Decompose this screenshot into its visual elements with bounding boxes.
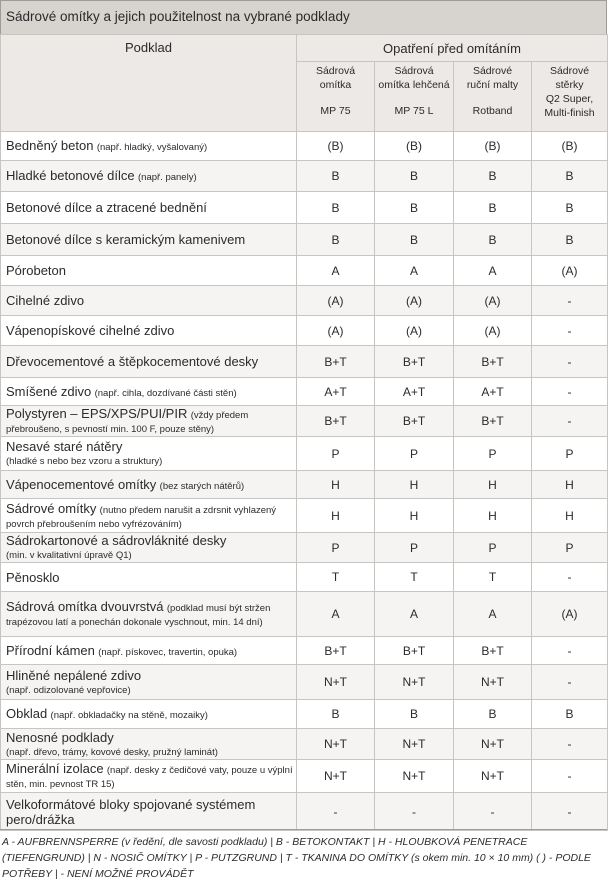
- measure-cell: B+T: [297, 346, 375, 378]
- substrate-cell: [1, 256, 297, 286]
- measure-cell: N+T: [297, 760, 375, 793]
- product-code: Multi-finish: [544, 107, 595, 119]
- table-row: [1, 437, 608, 471]
- product-header-text: omítka lehčená: [378, 79, 450, 91]
- substrate-cell: [1, 406, 297, 437]
- table-row: [1, 256, 608, 286]
- measure-cell: B: [532, 192, 608, 224]
- substrate-cell: [1, 592, 297, 637]
- measure-cell: B: [532, 224, 608, 256]
- measure-cell: B+T: [454, 637, 532, 665]
- measure-cell: B+T: [454, 346, 532, 378]
- substrate-cell: [1, 665, 297, 700]
- substrate-cell: [1, 760, 297, 793]
- measure-cell: A+T: [375, 378, 454, 406]
- substrate-cell: [1, 729, 297, 760]
- product-header-text: Sádrové: [549, 65, 590, 77]
- substrate-note: (např. odizolované vepřovice): [6, 684, 131, 696]
- measure-cell: A: [375, 256, 454, 286]
- measure-cell: B: [297, 224, 375, 256]
- product-header-1: [375, 62, 454, 132]
- product-header-text: stěrky: [555, 79, 584, 91]
- substrate-cell: [1, 471, 297, 499]
- measure-cell: N+T: [297, 729, 375, 760]
- product-header-text: Sádrová: [315, 65, 356, 77]
- measure-cell: B: [454, 192, 532, 224]
- table-row: [1, 499, 608, 533]
- measure-cell: A+T: [454, 378, 532, 406]
- product-header-text: omítka: [319, 79, 352, 91]
- substrate-name: Cihelné zdivo: [6, 293, 85, 308]
- substrate-cell: [1, 563, 297, 592]
- measure-cell: B: [532, 700, 608, 729]
- substrate-name: Polystyren – EPS/XPS/PUI/PIR: [6, 406, 188, 421]
- measure-cell: H: [297, 499, 375, 533]
- substrate-cell: [1, 286, 297, 316]
- measure-cell: -: [532, 286, 608, 316]
- measure-cell: B: [375, 224, 454, 256]
- table-row: [1, 378, 608, 406]
- measure-cell: H: [297, 471, 375, 499]
- measure-cell: N+T: [454, 665, 532, 700]
- table-body: [1, 132, 608, 831]
- product-code: MP 75 L: [394, 105, 434, 117]
- table-row: [1, 533, 608, 563]
- substrate-name: Vápenocementové omítky: [6, 476, 157, 492]
- measure-cell: B+T: [454, 406, 532, 437]
- table-row: [1, 700, 608, 729]
- substrate-cell: [1, 132, 297, 161]
- table-row: [1, 132, 608, 161]
- measures-header: Opatření před omítáním: [297, 35, 608, 62]
- substrate-note: (vždy předem přebroušeno, s pevností min. 100 F, pouze stěny): [6, 410, 249, 435]
- measure-cell: (A): [375, 316, 454, 346]
- substrate-cell: [1, 161, 297, 192]
- measure-cell: B: [532, 161, 608, 192]
- table-row: [1, 406, 608, 437]
- measure-cell: H: [532, 499, 608, 533]
- measure-cell: B+T: [297, 637, 375, 665]
- table-row: [1, 729, 608, 760]
- measure-cell: P: [532, 437, 608, 471]
- measure-cell: (B): [297, 132, 375, 161]
- measure-cell: -: [532, 316, 608, 346]
- table-row: [1, 665, 608, 700]
- measure-cell: H: [375, 471, 454, 499]
- substrate-cell: [1, 793, 297, 831]
- measure-cell: B: [454, 161, 532, 192]
- substrate-name: Obklad: [6, 706, 48, 721]
- substrate-name: Nesavé staré nátěry: [6, 439, 123, 454]
- measure-cell: N+T: [375, 760, 454, 793]
- substrate-table: [0, 34, 608, 831]
- product-header-2: [454, 62, 532, 132]
- measure-cell: B: [297, 192, 375, 224]
- substrate-name: Dřevocementové a štěpkocementové desky: [6, 354, 259, 369]
- substrate-cell: [1, 437, 297, 471]
- substrate-name: Přírodní kámen: [6, 642, 95, 658]
- measure-cell: -: [532, 793, 608, 831]
- substrate-cell: [1, 316, 297, 346]
- measure-cell: -: [375, 793, 454, 831]
- measure-cell: A+T: [297, 378, 375, 406]
- product-header-text: Sádrové: [472, 65, 513, 77]
- substrate-name: Pórobeton: [6, 263, 66, 278]
- measure-cell: P: [375, 533, 454, 563]
- substrate-cell: [1, 499, 297, 533]
- measure-cell: B+T: [375, 346, 454, 378]
- measure-cell: P: [297, 533, 375, 563]
- table-row: [1, 161, 608, 192]
- substrate-header: Podklad: [1, 35, 297, 132]
- table-row: [1, 286, 608, 316]
- measure-cell: P: [532, 533, 608, 563]
- substrate-name: Velkoformátové bloky spojované systémem pero/drážka: [6, 796, 256, 827]
- product-code: MP 75: [320, 105, 351, 117]
- measure-cell: B: [297, 161, 375, 192]
- table-row: [1, 760, 608, 793]
- measure-cell: P: [375, 437, 454, 471]
- substrate-cell: [1, 346, 297, 378]
- measure-cell: (A): [454, 286, 532, 316]
- product-code: Rotband: [472, 105, 513, 117]
- legend: A - AUFBRENNSPERRE (v ředění, dle savosti podkladu) | B - BETOKONTAKT | H - HLOUBKOVÁ PENETRACE (TIEFENGRUND) | N - NOSIČ OMÍTKY | P - PUTZGRUND | T - TKANINA DO OMÍTKY (s okem min. 10 × 10 mm) ( ) - PODLE POTŘEBY | - NENÍ MOŽNÉ PROVÁDĚT: [2, 836, 591, 880]
- substrate-note: (hladké s nebo bez vzoru a struktury): [6, 456, 163, 467]
- substrate-note: (např. hladký, vyšalovaný): [96, 142, 208, 153]
- measure-cell: N+T: [454, 760, 532, 793]
- measure-cell: N+T: [454, 729, 532, 760]
- substrate-note: (např. pískovec, travertin, opuka): [98, 646, 238, 658]
- substrate-note: (např. cihla, dozdívané části stěn): [94, 387, 237, 399]
- product-header-0: [297, 62, 375, 132]
- product-header-text: Q2 Super,: [545, 93, 594, 105]
- measure-cell: T: [454, 563, 532, 592]
- measure-cell: P: [454, 437, 532, 471]
- substrate-name: Nenosné podklady: [6, 729, 114, 745]
- measure-cell: (A): [532, 256, 608, 286]
- substrate-name: Betonové dílce s keramickým kamenivem: [6, 232, 246, 247]
- measure-cell: B: [454, 700, 532, 729]
- measure-cell: (A): [375, 286, 454, 316]
- substrate-note: (bez starých nátěrů): [159, 480, 245, 492]
- measure-cell: A: [375, 592, 454, 637]
- table-row: [1, 471, 608, 499]
- substrate-cell: [1, 192, 297, 224]
- substrate-note: (min. v kvalitativní úpravě Q1): [6, 550, 132, 561]
- measure-cell: A: [454, 256, 532, 286]
- measure-cell: H: [454, 499, 532, 533]
- measure-cell: (A): [454, 316, 532, 346]
- measure-cell: B: [375, 161, 454, 192]
- measure-cell: B+T: [375, 637, 454, 665]
- substrate-note: (např. dřevo, trámy, kovové desky, pružný laminát): [6, 746, 218, 758]
- table-row: [1, 592, 608, 637]
- measure-cell: H: [454, 471, 532, 499]
- measure-cell: B: [297, 700, 375, 729]
- measure-cell: (A): [297, 286, 375, 316]
- measure-cell: -: [454, 793, 532, 831]
- measure-cell: (A): [297, 316, 375, 346]
- table-row: [1, 192, 608, 224]
- measure-cell: -: [532, 346, 608, 378]
- measure-cell: -: [532, 665, 608, 700]
- measure-cell: (A): [532, 592, 608, 637]
- table-title: Sádrové omítky a jejich použitelnost na vybrané podklady: [0, 0, 607, 34]
- table-row: [1, 316, 608, 346]
- table-row: [1, 637, 608, 665]
- measure-cell: B: [454, 224, 532, 256]
- substrate-name: Betonové dílce a ztracené bednění: [6, 200, 207, 215]
- measure-cell: -: [532, 378, 608, 406]
- measure-cell: -: [532, 729, 608, 760]
- measure-cell: -: [532, 637, 608, 665]
- substrate-cell: [1, 700, 297, 729]
- substrate-name: Sádrové omítky: [6, 500, 97, 516]
- measure-cell: -: [532, 563, 608, 592]
- substrate-cell: [1, 637, 297, 665]
- table-row: [1, 346, 608, 378]
- measure-cell: B: [375, 192, 454, 224]
- product-header-text: Sádrová: [394, 65, 434, 77]
- measure-cell: -: [297, 793, 375, 831]
- substrate-note: (např. desky z čedičové vaty, pouze u výplní stěn, min. pevnost TR 15): [6, 765, 293, 790]
- measure-cell: (B): [454, 132, 532, 161]
- measure-cell: T: [375, 563, 454, 592]
- substrate-name: Smíšené zdivo: [6, 383, 92, 399]
- measure-cell: H: [375, 499, 454, 533]
- measure-cell: B+T: [297, 406, 375, 437]
- measure-cell: A: [297, 592, 375, 637]
- measure-cell: N+T: [297, 665, 375, 700]
- table-row: [1, 563, 608, 592]
- substrate-name: Hliněné nepálené zdivo: [6, 667, 142, 683]
- measure-cell: N+T: [375, 665, 454, 700]
- substrate-note: (podklad musí být stržen trapézovou latí a ponechán dokonale vyschnout, min. 14 dní): [6, 603, 271, 628]
- measure-cell: P: [454, 533, 532, 563]
- table-row: [1, 793, 608, 831]
- substrate-note: (např. panely): [138, 172, 197, 183]
- substrate-note: (např. obkladačky na stěně, mozaiky): [50, 710, 208, 721]
- substrate-name: Pěnosklo: [6, 569, 60, 585]
- product-header-text: ruční malty: [466, 79, 519, 91]
- measure-cell: (B): [532, 132, 608, 161]
- substrate-note: (nutno předem narušit a zdrsnit vyhlazený povrch přebroušením nebo vyfrézováním): [6, 504, 277, 530]
- table-row: [1, 224, 608, 256]
- substrate-cell: [1, 224, 297, 256]
- measure-cell: (B): [375, 132, 454, 161]
- measure-cell: -: [532, 406, 608, 437]
- substrate-name: Hladké betonové dílce: [6, 168, 135, 183]
- measure-cell: B: [375, 700, 454, 729]
- substrate-name: Minerální izolace: [6, 761, 104, 776]
- product-header-3: [532, 62, 608, 132]
- measure-cell: N+T: [375, 729, 454, 760]
- substrate-cell: [1, 533, 297, 563]
- table-bottom-border: [0, 829, 607, 830]
- measure-cell: H: [532, 471, 608, 499]
- substrate-name: Sádrová omítka dvouvrstvá: [6, 599, 164, 614]
- measure-cell: P: [297, 437, 375, 471]
- substrate-name: Sádrokartonové a sádrovláknité desky: [6, 533, 227, 548]
- substrate-name: Vápenopískové cihelné zdivo: [6, 323, 175, 338]
- measure-cell: -: [532, 760, 608, 793]
- substrate-name: Bedněný beton: [6, 138, 94, 153]
- substrate-cell: [1, 378, 297, 406]
- measure-cell: T: [297, 563, 375, 592]
- measure-cell: A: [297, 256, 375, 286]
- measure-cell: A: [454, 592, 532, 637]
- measure-cell: B+T: [375, 406, 454, 437]
